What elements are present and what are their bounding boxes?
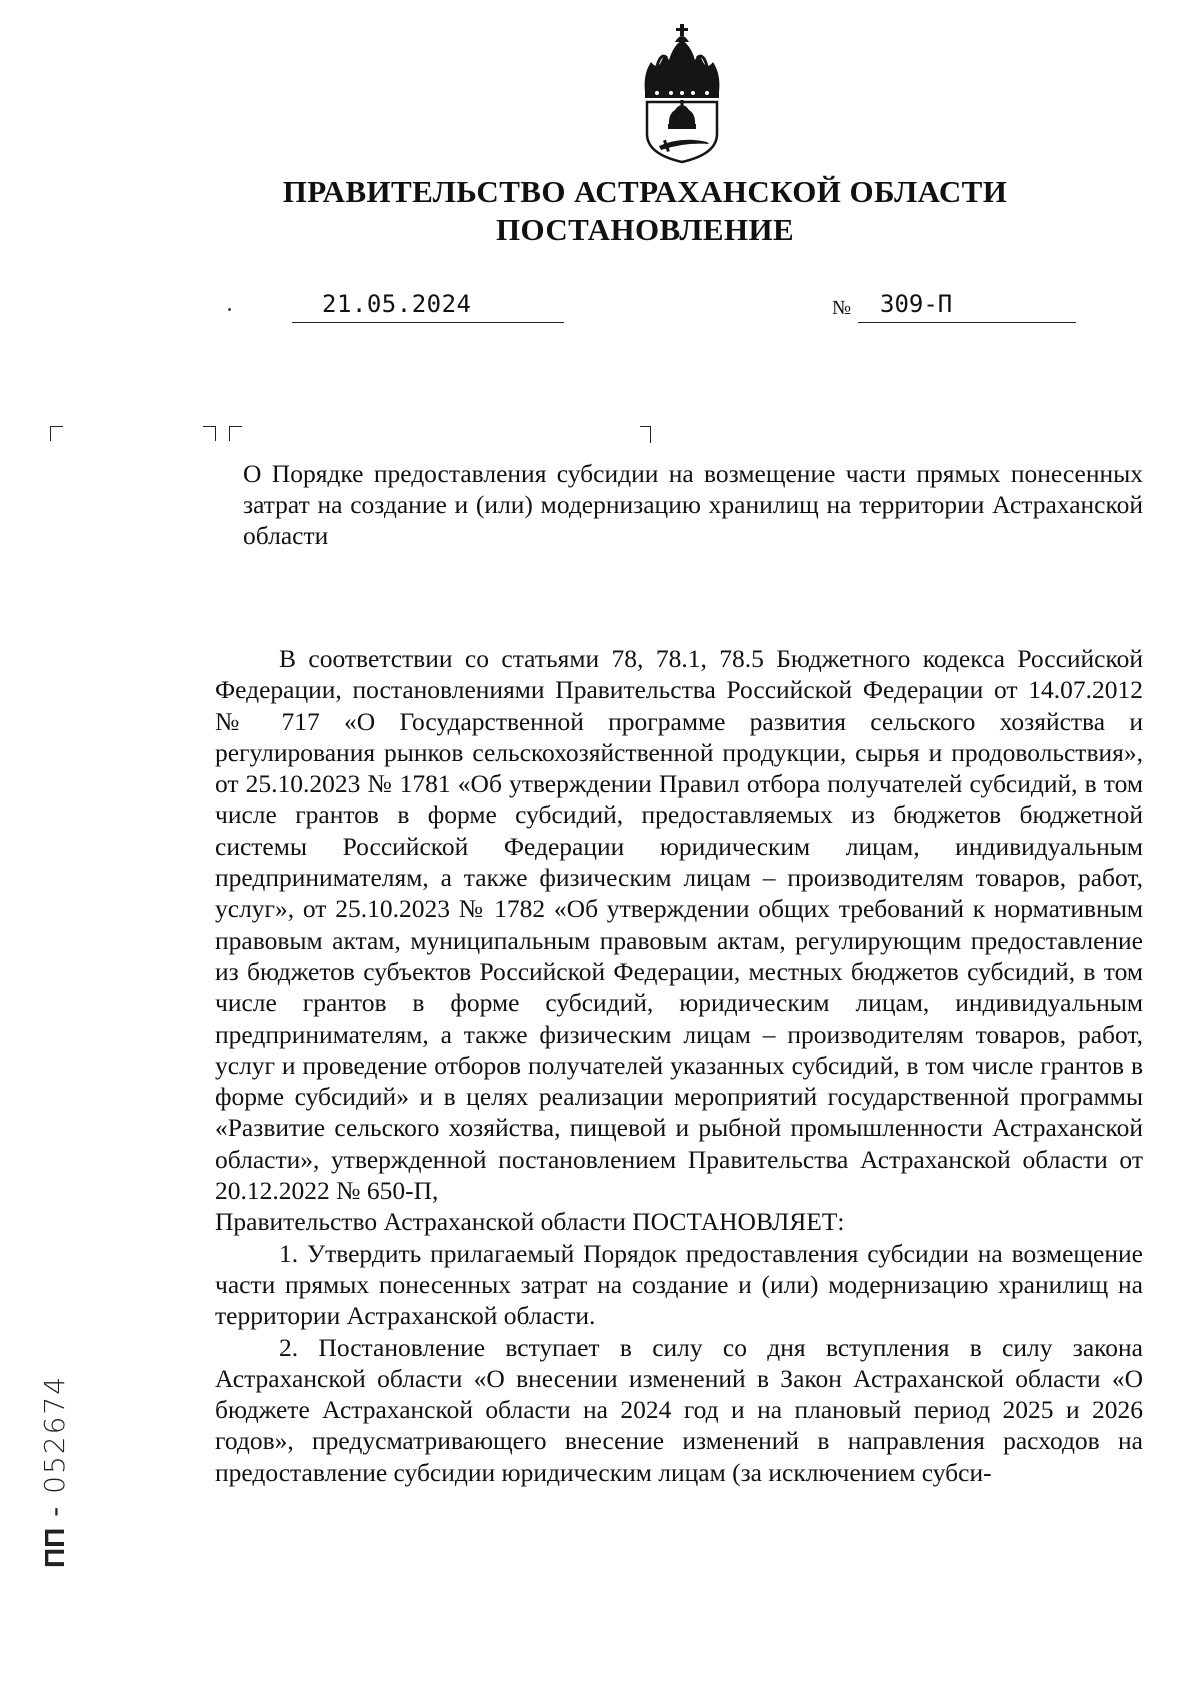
serial-digits: 052674 [38,1374,71,1494]
document-type-title: ПОСТАНОВЛЕНИЕ [495,212,795,247]
side-serial-code [38,1375,71,1568]
decree-subject: О Порядке предоставления субсидии на возмещение части прямых понесенных затрат на создание и (или) модернизацию хранилищ на территории Астраханской области [243,459,1143,550]
resolution-statement: Правительство Астраханской области ПОСТАНОВЛЯЕТ: [215,1207,845,1237]
government-title: ПРАВИТЕЛЬСТВО АСТРАХАНСКОЙ ОБЛАСТИ [282,174,1008,209]
scan-dot [228,308,231,311]
decree-number: 309-П [880,290,953,318]
serial-prefix: ПП [39,1527,70,1568]
decree-date: 21.05.2024 [322,290,472,318]
decree-number-line [858,290,1076,323]
corner-mark-right [640,426,651,443]
item-1-paragraph: 1. Утвердить прилагаемый Порядок предоставления субсидии на возмещение части прямых понесенных затрат на создание и (или) модернизацию хранилищ на территории Астраханской области. [215,1238,1143,1331]
coat-of-arms-icon [635,22,729,164]
corner-mark-left [50,426,63,441]
decree-date-line [292,290,564,323]
item-2-paragraph: 2. Постановление вступает в силу со дня вступления в силу закона Астраханской области «О внесении изменений в Закон Астраханской области «О бюджете Астраханской области на 2024 год и на плановый период 2025 и 2026 годов», предусматривающего внесение изменений в направления расходов на предоставление субсидии юридическим лицам (за исключением субси- [215,1332,1143,1487]
serial-separator: - [38,1493,71,1528]
corner-mark-mid-left [229,426,242,441]
corner-mark-mid-right [203,426,216,441]
preamble-paragraph: В соответствии со статьями 78, 78.1, 78.5 Бюджетного кодекса Российской Федерации, постановлениями Правительства Российской Федерации от 14.07.2012 № 717 «О Государственной программе развития сельского хозяйства и регулирования рынков сельскохозяйственной продукции, сырья и продовольствия», от 25.10.2023 № 1781 «Об утверждении Правил отбора получателей субсидий, в том числе грантов в форме субсидий, предоставляемых из бюджетов бюджетной системы Российской Федерации юридическим лицам, индивидуальным предпринимателям, а также физическим лицам – производителям товаров, работ, услуг», от 25.10.2023 № 1782 «Об утверждении общих требований к нормативным правовым актам, муниципальным правовым актам, регулирующим предоставление из бюджетов субъектов Российской Федерации, местных бюджетов субсидий, в том числе грантов в форме субсидий, юридическим лицам, индивидуальным предпринимателям, а также физическим лицам – производителям товаров, работ, услуг и проведение отборов получателей указанных субсидий, в том числе грантов в форме субсидий» и в целях реализации мероприятий государственной программы «Развитие сельского хозяйства, пищевой и рыбной промышленности Астраханской области», утвержденной постановлением Правительства Астраханской области от 20.12.2022 № 650-П, [215,644,1143,1206]
decree-body [215,643,1143,1488]
decree-number-label: № [832,297,852,319]
